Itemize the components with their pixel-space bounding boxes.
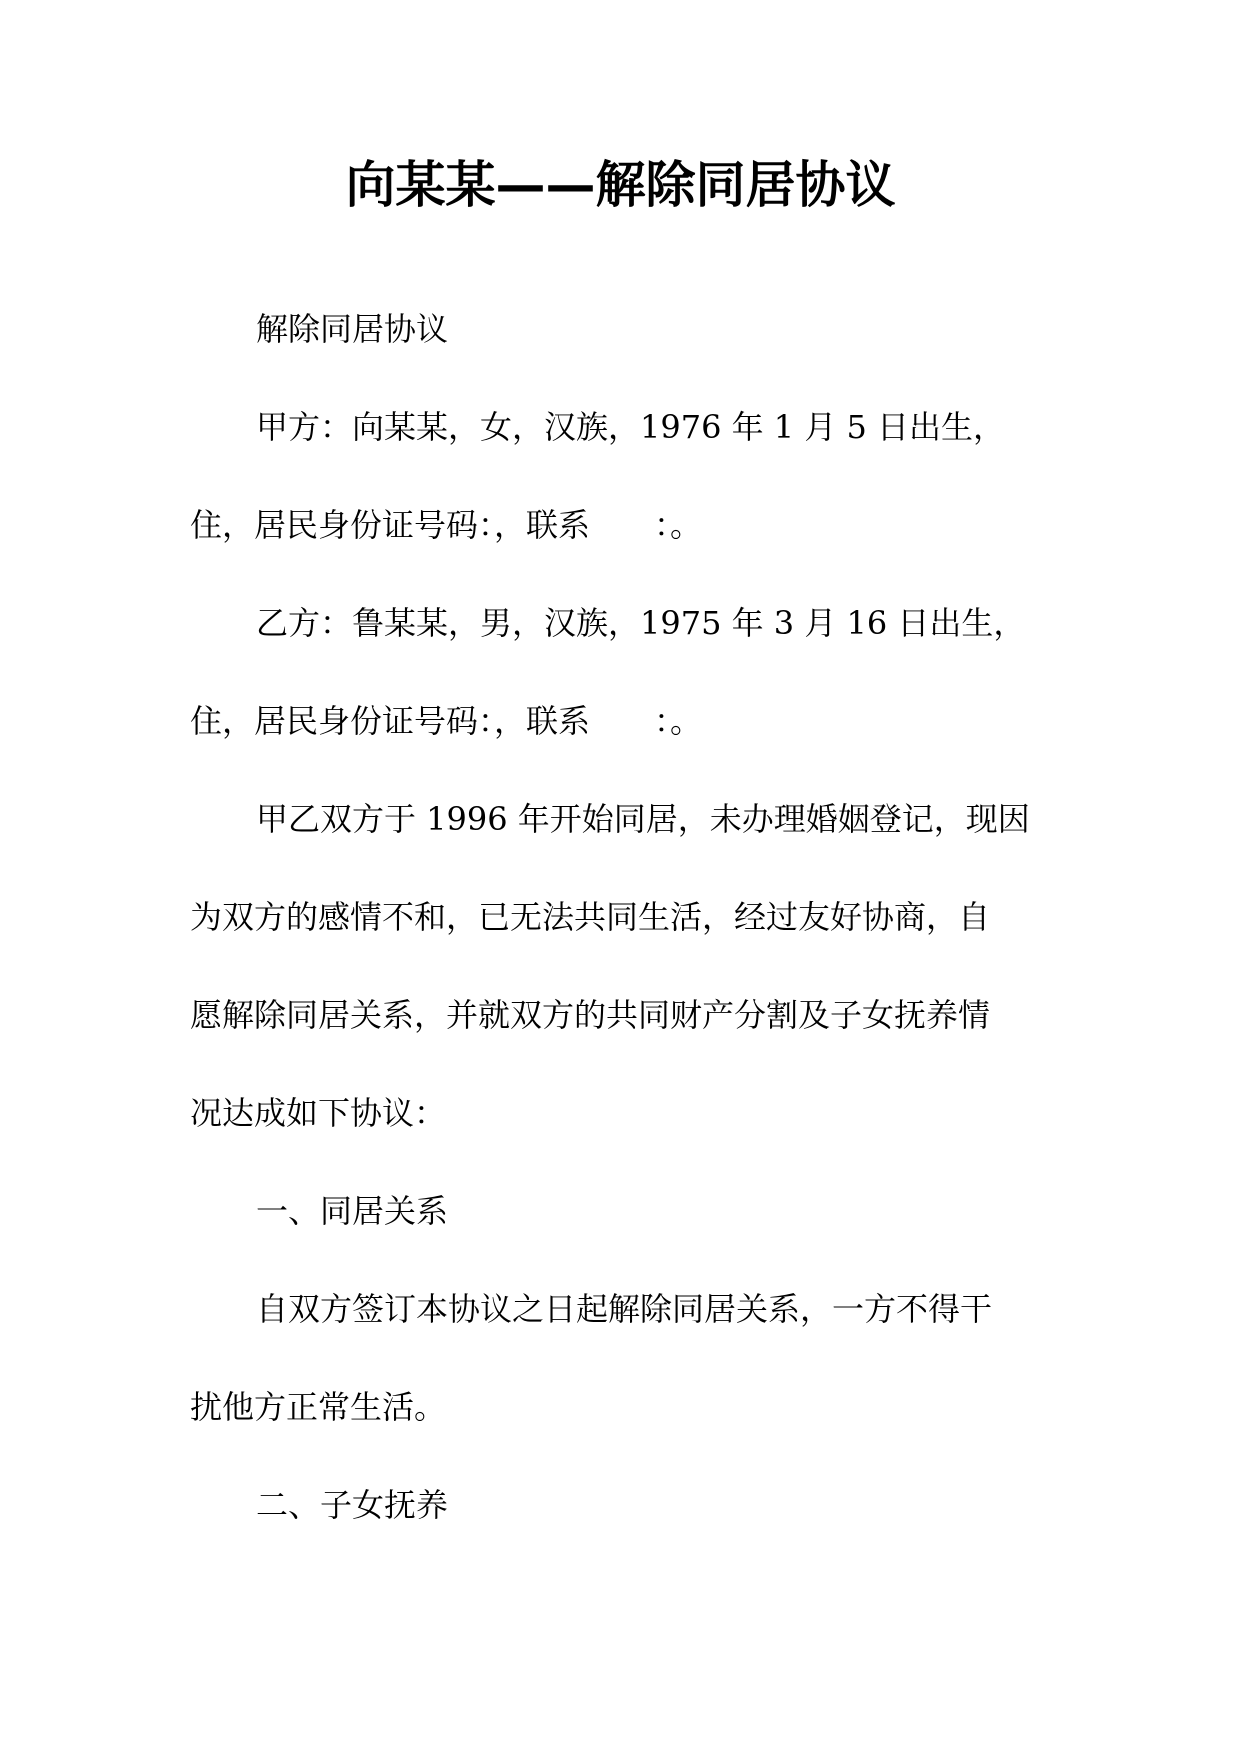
preamble-line-4: 况达成如下协议： xyxy=(190,1094,447,1132)
document-title: 向某某——解除同居协议 xyxy=(345,156,896,214)
section-1-heading: 一、同居关系 xyxy=(256,1192,449,1230)
party-a-line-2: 住，居民身份证号码：，联系 ：。 xyxy=(190,506,703,544)
section-1-line-1: 自双方签订本协议之日起解除同居关系，一方不得干 xyxy=(256,1290,993,1328)
preamble-line-1: 甲乙双方于 1996 年开始同居，未办理婚姻登记，现因 xyxy=(256,800,1030,838)
section-1-line-2: 扰他方正常生活。 xyxy=(190,1388,447,1426)
party-b-line-1: 乙方：鲁某某，男，汉族，1975 年 3 月 16 日出生， xyxy=(256,604,1026,642)
party-a-line-1: 甲方：向某某，女，汉族，1976 年 1 月 5 日出生， xyxy=(256,408,1006,446)
preamble-line-3: 愿解除同居关系，并就双方的共同财产分割及子女抚养情 xyxy=(190,996,991,1034)
agreement-heading: 解除同居协议 xyxy=(256,310,449,348)
preamble-line-2: 为双方的感情不和，已无法共同生活，经过友好协商，自 xyxy=(190,898,991,936)
party-b-line-2: 住，居民身份证号码：，联系 ：。 xyxy=(190,702,703,740)
section-2-heading: 二、子女抚养 xyxy=(256,1486,449,1524)
